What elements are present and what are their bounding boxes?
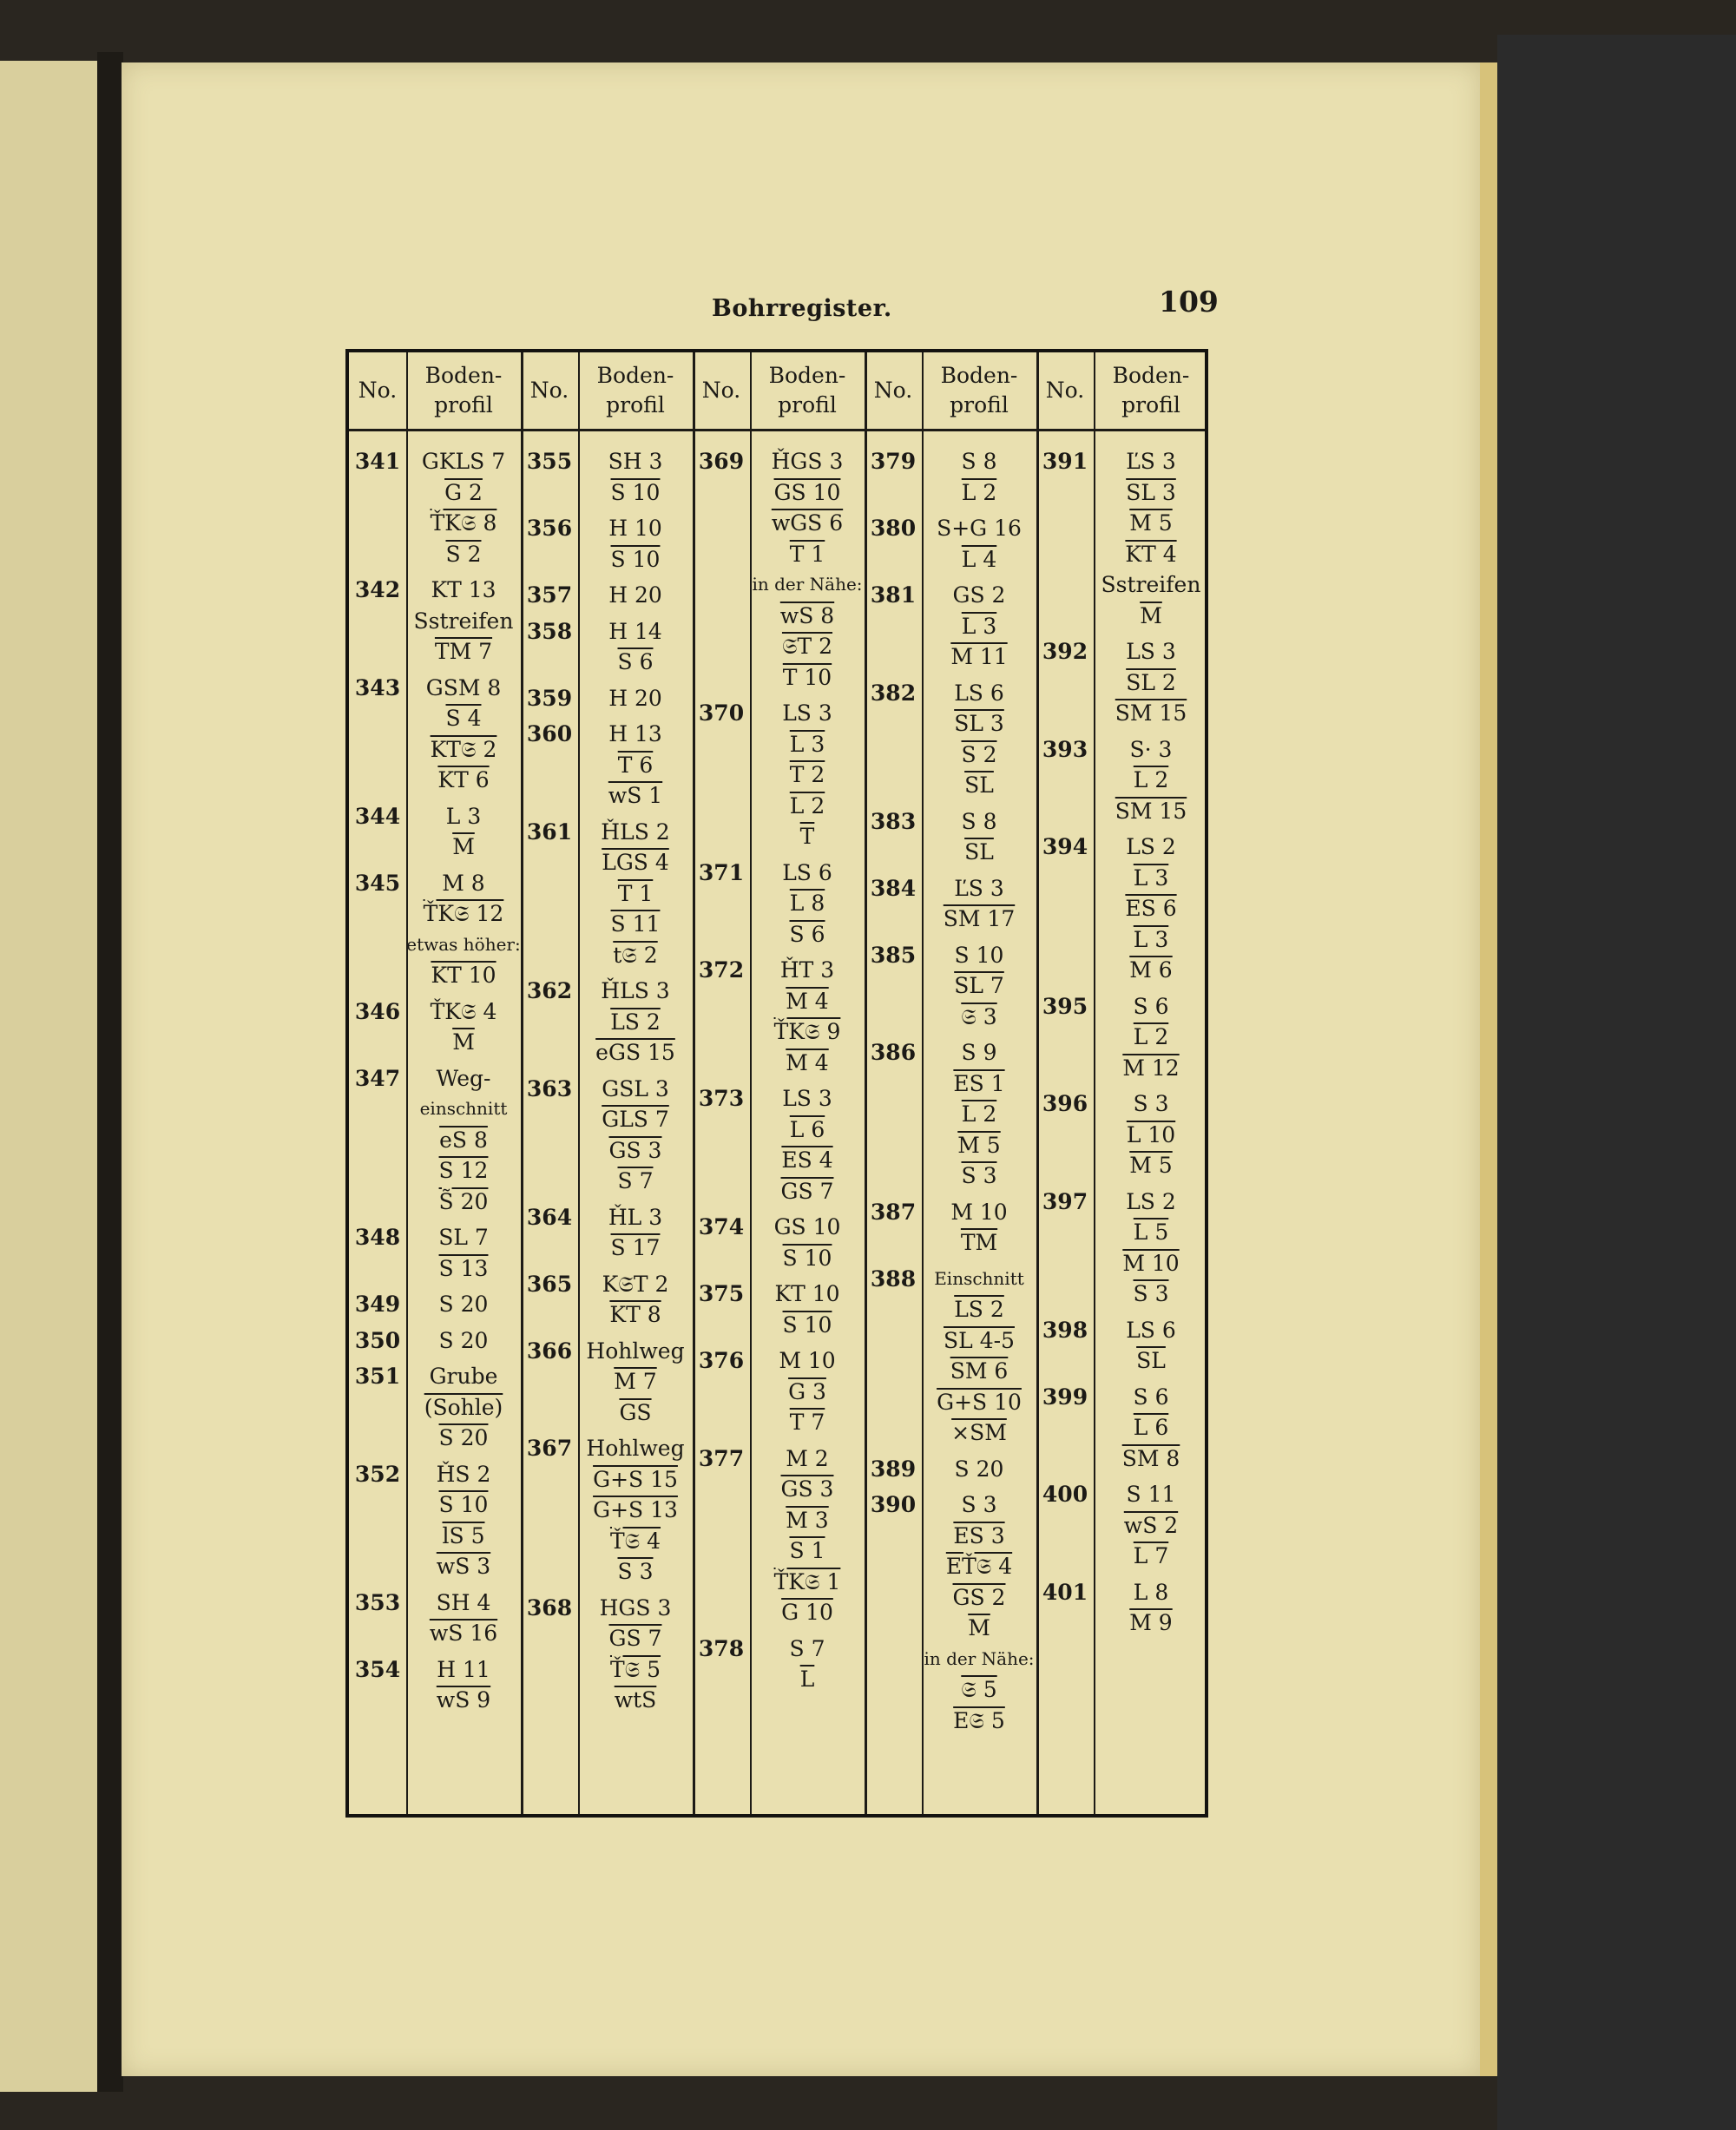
book-cover [1497,35,1736,2130]
bore-number: 367 [526,1436,573,1461]
soil-profile-line: EŤ𝔖 4 [945,1554,1013,1579]
soil-profile-line: M 5 [957,1132,1001,1158]
bore-number: 351 [354,1364,401,1389]
soil-profile-line: KT 13 [431,577,496,602]
soil-profile-line: $\overline{T}$ [799,824,815,849]
bore-number: 365 [526,1271,573,1297]
soil-profile-line: wS 2 [1123,1512,1179,1538]
soil-profile-line: ES 4 [781,1147,833,1173]
soil-profile-line: S· 3 [1129,736,1173,762]
soil-profile-line: GS 7 [780,1178,834,1204]
bore-number: 377 [698,1445,745,1471]
header-bodenprofil [1094,352,1208,429]
bore-number: 381 [870,582,917,608]
bore-number: 383 [870,808,917,834]
soil-profile-line: T 7 [789,1410,825,1435]
soil-profile-line: G+S 15 [593,1466,678,1492]
soil-profile-line: GS 10 [773,1214,841,1239]
soil-profile-line: M 4 [786,1049,829,1075]
soil-profile-line: (Sohle) [424,1394,503,1420]
header-no: No. [1045,378,1085,403]
soil-profile-line: LS 6 [954,680,1004,706]
soil-profile-line: ȞGS 3 [771,449,844,474]
running-head: Bohrregister. [712,295,892,322]
header-bodenprofil-line2: profil [434,392,493,417]
soil-profile-line: H 11 [437,1656,490,1682]
soil-profile-line: LS 2 [610,1009,661,1035]
soil-profile-line: G 3 [788,1378,826,1404]
header-rule [349,429,1205,431]
bore-number: 372 [698,957,745,983]
soil-profile-line: Ť𝔖 5 [609,1656,661,1682]
soil-profile-line: S 3 [1133,1281,1169,1306]
soil-profile-line: $\overline{SL}$ [964,839,994,864]
soil-profile-line: S 3 [617,1559,654,1584]
soil-profile-line: SM 6 [950,1358,1009,1384]
soil-profile-line: SM 8 [1121,1445,1180,1471]
soil-profile-line: T 6 [617,752,654,778]
soil-profile-line: S 10 [610,479,661,505]
soil-profile-line: 𝔖T 2 [781,634,833,659]
soil-profile-line: wGS 6 [771,510,844,536]
soil-profile-line: SL 2 [1126,669,1176,695]
soil-profile-line: SL 3 [1126,479,1176,505]
bore-number: 347 [354,1065,401,1091]
soil-profile-line: ȞL 3 [608,1204,663,1230]
header-bodenprofil-line2: profil [606,392,665,417]
page-fore-edge [1480,62,1497,2076]
soil-profile-line: S 11 [1126,1482,1176,1507]
soil-profile-line: S 10 [782,1245,832,1271]
soil-profile-line: GS 7 [608,1626,662,1651]
soil-profile-line: L 3 [1133,926,1169,952]
header-no: No. [358,378,398,403]
soil-profile-line: S 2 [445,541,482,567]
soil-profile-line: S 8 [961,449,997,474]
soil-profile-line: L 3 [961,613,997,639]
soil-profile-line: S 6 [1133,993,1169,1019]
soil-profile-line: H 14 [608,618,662,644]
soil-profile-line: G+S 13 [593,1497,678,1522]
soil-profile-line: LS 3 [1126,639,1176,664]
bore-number: 358 [526,618,573,644]
soil-profile-line: L 8 [1133,1579,1169,1605]
soil-profile-line: S 20 [438,1425,489,1450]
soil-profile-line: ES 6 [1125,896,1177,921]
soil-profile-line: M 6 [1129,957,1173,983]
soil-profile-line: ȞT 3 [779,957,835,983]
soil-profile-line: S 1 [789,1538,825,1563]
soil-profile-line: Sstreifen [1101,572,1201,597]
header-bodenprofil-line2: profil [950,392,1009,417]
bore-number: 384 [870,875,917,901]
bore-number: 400 [1042,1482,1088,1507]
soil-profile-line: M 12 [1122,1055,1180,1081]
bore-number: 398 [1042,1317,1088,1343]
soil-profile-line: S 20 [438,1292,489,1317]
soil-profile-line: GSL 3 [602,1075,669,1101]
soil-profile-line: L 2 [1133,767,1169,792]
soil-profile-line: S+G 16 [937,516,1022,541]
bore-number: 344 [354,803,401,829]
bore-number: 393 [1042,736,1088,762]
bore-number: 389 [870,1456,917,1482]
soil-profile-line: ŤK𝔖 1 [773,1568,841,1594]
bore-number: 391 [1042,449,1088,474]
soil-profile-line: SM 17 [943,906,1016,931]
header-bodenprofil-line1: Boden- [424,363,503,388]
soil-profile-line: $\overline{SL}$ [1136,1348,1166,1373]
bore-number: 345 [354,870,401,896]
header-bodenprofil-line1: Boden- [1112,363,1190,388]
soil-profile-line: S 7 [789,1635,825,1661]
header-bodenprofil-line1: Boden- [596,363,674,388]
soil-profile-line: wS 16 [429,1621,498,1646]
header-bodenprofil-line2: profil [1121,392,1180,417]
bore-number: 374 [698,1214,745,1239]
soil-profile-line: 𝔖 5 [961,1677,997,1702]
soil-profile-line: LS 6 [1126,1317,1176,1343]
soil-profile-line: GKLS 7 [421,449,506,474]
soil-profile-line: L 7 [1133,1543,1169,1568]
soil-profile-line: M 10 [1122,1250,1180,1276]
bore-number: 349 [354,1292,401,1317]
soil-profile-line: GLS 7 [602,1107,669,1132]
soil-profile-line: S 10 [954,942,1004,968]
soil-profile-line: M 7 [614,1369,657,1394]
soil-profile-line: ŤK𝔖 9 [773,1019,841,1044]
soil-profile-line: Ť𝔖 4 [609,1528,661,1554]
soil-profile-line: Grube [429,1364,498,1389]
soil-profile-line: L 3 [1133,864,1169,891]
soil-profile-line: L 10 [1126,1121,1176,1147]
soil-profile-line: SM 15 [1115,700,1187,726]
soil-profile-line: Weg- [436,1065,491,1091]
header-no: No. [529,378,569,403]
bore-register-table [345,349,1208,1818]
soil-profile-line: G 10 [781,1600,833,1625]
header-bodenprofil-line1: Boden- [940,363,1018,388]
soil-profile-line: in der Nähe: [752,574,863,595]
soil-profile-line: LS 6 [782,859,832,885]
soil-profile-line: einschnitt [419,1098,508,1119]
soil-profile-line: S 10 [610,546,661,572]
soil-profile-line: KT𝔖 2 [430,736,497,762]
bore-number: 392 [1042,639,1088,664]
page-number: 109 [1159,285,1219,319]
bore-number: 386 [870,1040,917,1065]
soil-profile-line: ȞLS 3 [601,978,670,1003]
soil-profile-line: L 2 [789,792,825,818]
soil-profile-line: LS 3 [782,1086,832,1111]
soil-profile-line: M 10 [779,1348,836,1373]
soil-profile-line: L 3 [445,803,482,829]
soil-profile-line: M 5 [1129,510,1173,536]
soil-profile-line: S̃ 20 [438,1188,489,1214]
bore-number: 390 [870,1492,917,1517]
soil-profile-line: M 8 [442,870,485,896]
bore-number: 350 [354,1327,401,1353]
soil-profile-line: lS 5 [442,1522,485,1548]
soil-profile-line: ĽS 3 [954,875,1004,901]
soil-profile-line: K𝔖T 2 [602,1271,669,1297]
header-bodenprofil [922,352,1036,429]
soil-profile-line: LS 2 [1126,1188,1176,1214]
soil-profile-line: $\overline{M}$ [1140,602,1162,628]
soil-profile-line: ŤK𝔖 8 [430,510,497,536]
soil-profile-line: S 9 [961,1040,997,1065]
soil-profile-line: M 5 [1129,1153,1173,1178]
soil-profile-line: S 6 [789,921,825,947]
soil-profile-line: S 3 [961,1163,997,1188]
bore-number: 380 [870,516,917,541]
bore-number: 399 [1042,1384,1088,1410]
soil-profile-line: T 1 [789,541,825,567]
soil-profile-line: KT 6 [437,767,490,792]
soil-profile-line: S 6 [1133,1384,1169,1410]
bore-number: 366 [526,1338,573,1364]
bore-number: 376 [698,1348,745,1373]
bore-number: 354 [354,1656,401,1682]
soil-profile-line: L 6 [789,1116,825,1142]
soil-profile-line: ĽS 3 [1126,449,1176,474]
soil-profile-line: S 20 [438,1327,489,1353]
bore-number: 368 [526,1594,573,1621]
bore-number: 394 [1042,834,1088,859]
header-bodenprofil [750,352,865,429]
soil-profile-line: L 3 [789,731,825,757]
soil-profile-line: $\overline{SL}$ [964,772,994,798]
soil-profile-line: G+S 10 [937,1389,1022,1415]
soil-profile-line: M 2 [786,1445,829,1471]
soil-profile-line: S 3 [961,1492,997,1517]
soil-profile-line: M 11 [950,644,1008,669]
bore-number: 342 [354,577,401,602]
soil-profile-line: S 7 [617,1168,654,1193]
soil-profile-line: $\overline{wtS}$ [614,1687,657,1713]
soil-profile-line: LS 3 [782,700,832,726]
soil-profile-line: H 20 [608,582,662,608]
soil-profile-line: S 10 [438,1492,489,1517]
soil-profile-line: GS 3 [608,1137,662,1163]
soil-profile-line: S 6 [617,649,654,674]
soil-profile-line: $\overline{L}$ [799,1667,815,1692]
soil-profile-line: T 1 [617,880,654,906]
soil-profile-line: S 4 [445,706,482,731]
header-no: No. [701,378,741,403]
bore-number: 373 [698,1086,745,1111]
soil-profile-line: $\overline{M}$ [452,1029,475,1055]
header-bodenprofil [578,352,693,429]
soil-profile-line: $\overline{M}$ [452,834,475,859]
soil-profile-line: S 2 [961,741,997,767]
soil-profile-line: SL 7 [438,1225,489,1250]
soil-profile-line: L 2 [1133,1024,1169,1049]
soil-profile-line: KT 4 [1125,541,1177,567]
soil-profile-line: SL 7 [954,973,1004,998]
soil-profile-line: S 11 [610,911,661,937]
soil-profile-line: ȞS 2 [436,1461,491,1487]
bore-number: 361 [526,818,573,845]
soil-profile-line: KT 10 [431,963,496,988]
bore-number: 385 [870,942,917,968]
soil-profile-line: S 13 [438,1255,489,1281]
soil-profile-line: G 2 [444,479,483,505]
bore-number: 360 [526,721,573,746]
soil-profile-line: ȞLS 2 [601,818,670,845]
soil-profile-line: ŤK𝔖 4 [430,998,497,1024]
soil-profile-line: E𝔖 5 [953,1707,1005,1733]
soil-profile-line: SL 3 [954,711,1004,736]
soil-profile-line: S 3 [1133,1091,1169,1116]
bore-number: 359 [526,685,573,711]
soil-profile-line: GS 2 [952,1584,1006,1610]
bore-number: 341 [354,449,401,474]
soil-profile-line: L 2 [961,479,997,505]
soil-profile-line: wS 1 [608,783,663,808]
bore-number: 346 [354,998,401,1024]
bore-number: 397 [1042,1188,1088,1214]
bore-number: 356 [526,516,573,541]
bore-number: 388 [870,1266,917,1292]
soil-profile-line: ES 3 [953,1522,1005,1548]
soil-profile-line: H 10 [608,516,662,541]
soil-profile-line: GSM 8 [425,674,502,700]
bore-number: 382 [870,680,917,706]
bore-number: 401 [1042,1579,1088,1605]
soil-profile-line: TM 7 [434,639,493,664]
left-page-edge [0,61,97,2092]
header-no: No. [873,378,913,403]
soil-profile-line: S 10 [782,1312,832,1338]
soil-profile-line: SM 15 [1115,798,1187,824]
soil-profile-line: S 12 [438,1158,489,1183]
soil-profile-line: Sstreifen [413,608,514,634]
soil-profile-line: eS 8 [439,1127,488,1153]
soil-profile-line: L 6 [1133,1415,1169,1440]
soil-profile-line: M 9 [1129,1610,1173,1635]
soil-profile-line: KT 10 [774,1281,840,1306]
soil-profile-line: $\overline{M}$ [968,1615,990,1640]
soil-profile-line: etwas höher: [406,933,521,955]
soil-profile-line: ×SM [951,1420,1007,1445]
bore-number: 364 [526,1204,573,1230]
soil-profile-line: LS 2 [1126,834,1176,859]
soil-profile-line: L 5 [1133,1219,1169,1245]
bore-number: 396 [1042,1091,1088,1116]
soil-profile-line: M 4 [786,988,829,1014]
soil-profile-line: SL 4-5 [944,1327,1015,1353]
soil-profile-line: t𝔖 2 [613,942,658,968]
soil-profile-line: wS 9 [436,1687,491,1713]
book-gutter [97,52,123,2092]
bore-number: 379 [870,449,917,474]
bore-number: 362 [526,978,573,1003]
soil-profile-line: KT 8 [609,1302,661,1327]
soil-profile-line: in der Nähe: [924,1647,1035,1669]
bore-number: 363 [526,1075,573,1101]
soil-profile-line: 𝔖 3 [961,1003,997,1029]
soil-profile-line: SH 3 [608,449,663,474]
soil-profile-line: T 10 [782,664,832,690]
bore-number: 370 [698,700,745,726]
header-bodenprofil-line2: profil [778,392,837,417]
soil-profile-line: M 10 [950,1199,1008,1225]
bore-number: 348 [354,1225,401,1250]
bore-number: 352 [354,1461,401,1487]
soil-profile-line: S 17 [610,1235,661,1260]
soil-profile-line: L 2 [961,1101,997,1127]
bore-number: 357 [526,582,573,608]
bore-number: 355 [526,449,573,474]
soil-profile-line: Hohlweg [586,1436,685,1461]
soil-profile-line: HGS 3 [599,1594,672,1621]
soil-profile-line: L 8 [789,891,825,916]
soil-profile-line: ŤK𝔖 12 [423,901,504,926]
soil-profile-line: H 20 [608,685,662,711]
soil-profile-line: $\overline{GS}$ [619,1399,652,1425]
soil-profile-line: S 8 [961,808,997,834]
soil-profile-line: S 20 [954,1456,1004,1482]
bore-number: 353 [354,1589,401,1615]
soil-profile-line: wS 3 [436,1554,491,1579]
soil-profile-line: GS 3 [780,1476,834,1502]
soil-profile-line: T 2 [789,762,825,787]
soil-profile-line: H 13 [608,721,662,746]
soil-profile-line: Einschnitt [934,1267,1024,1289]
group-rule [865,352,867,1814]
soil-profile-line: M 3 [786,1507,829,1533]
bore-number: 378 [698,1635,745,1661]
soil-profile-line: GS 2 [952,582,1006,608]
soil-profile-line: GS 10 [773,479,841,505]
soil-profile-line: SH 4 [436,1589,491,1615]
soil-profile-line: L 4 [961,546,997,572]
bore-number: 395 [1042,993,1088,1019]
soil-profile-line: ES 1 [953,1070,1005,1096]
soil-profile-line: wS 8 [779,602,835,628]
bore-number: 387 [870,1199,917,1225]
bore-number: 371 [698,859,745,885]
soil-profile-line: LGS 4 [602,850,669,875]
header-bodenprofil [406,352,521,429]
bore-number: 369 [698,449,745,474]
soil-profile-line: LS 2 [954,1297,1004,1322]
soil-profile-line: $\overline{TM}$ [960,1230,998,1255]
bore-number: 343 [354,674,401,700]
soil-profile-line: Hohlweg [586,1338,685,1364]
header-bodenprofil-line1: Boden- [768,363,846,388]
bore-number: 375 [698,1281,745,1306]
soil-profile-line: eGS 15 [595,1040,675,1065]
